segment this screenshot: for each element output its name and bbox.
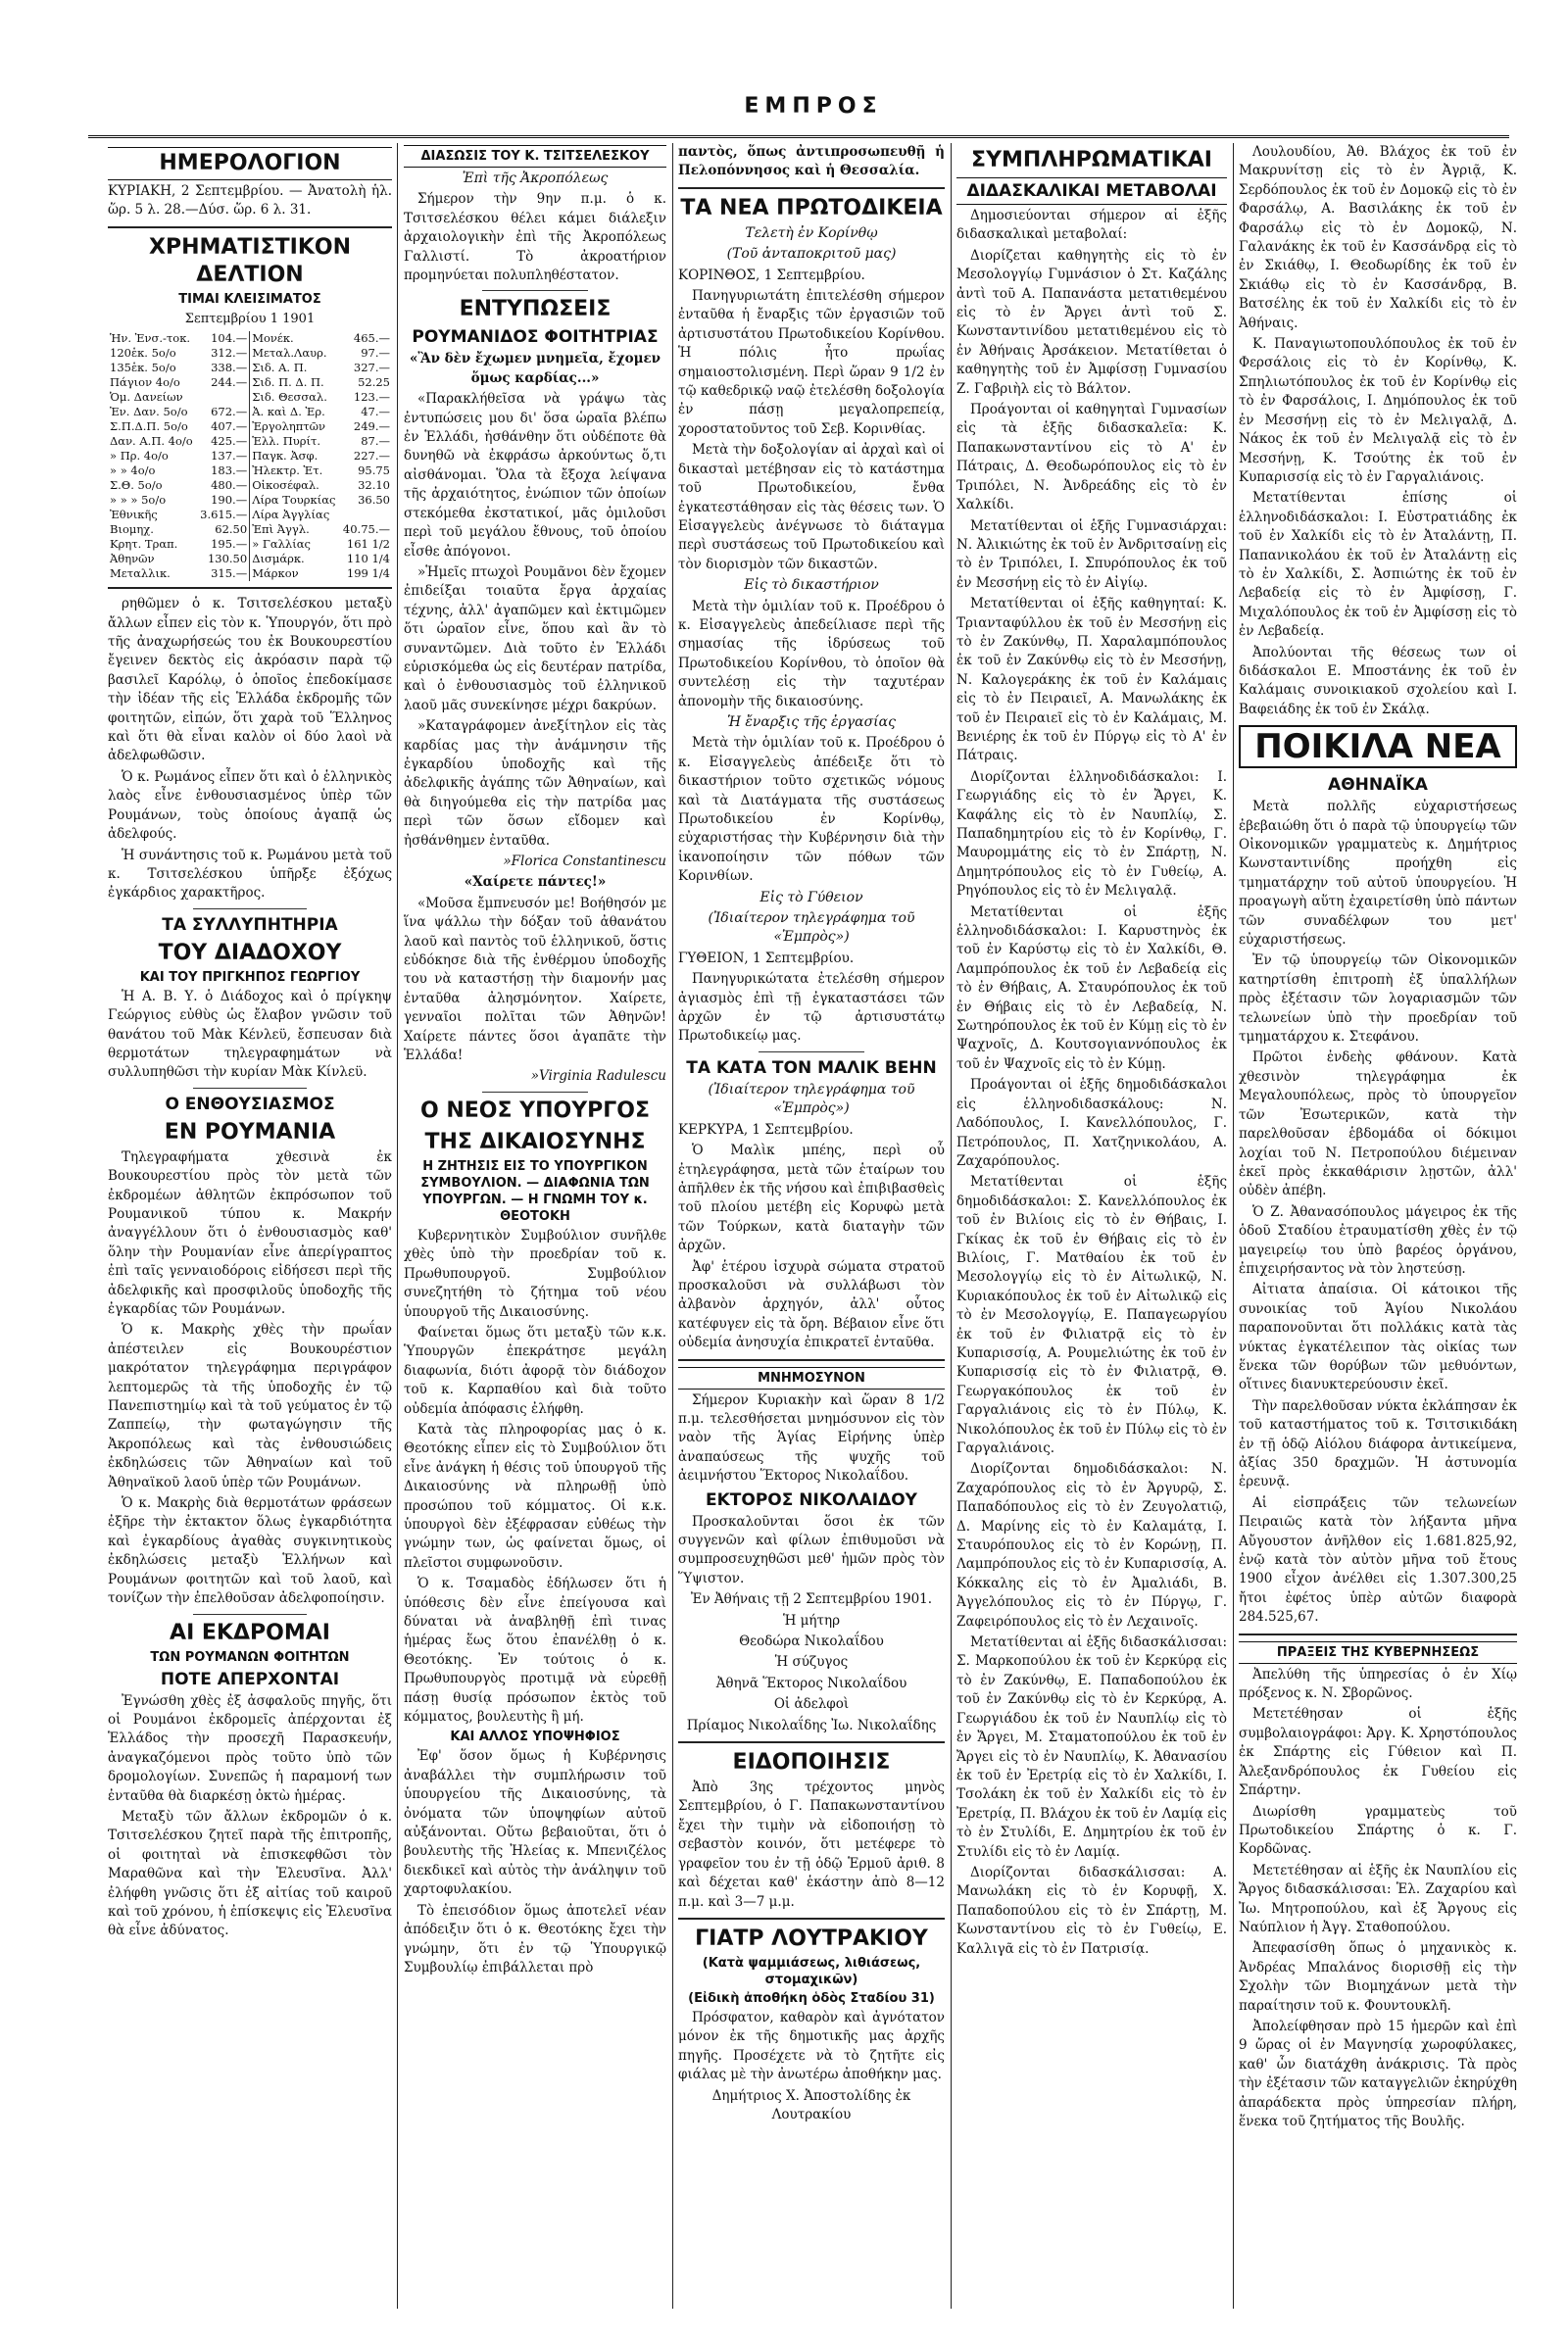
price-value: 161 1/2 [346,537,390,552]
price-value: 87.— [361,434,390,449]
subheadline: (Εἰδικὴ ἀποθήκη ὁδὸς Σταδίου 31) [688,1990,935,2006]
finance-subheading: ΤΙΜΑΙ ΚΛΕΙΣΙΜΑΤΟΣ [178,291,321,307]
headline: ΜΝΗΜΟΣΥΝΟΝ [678,1367,945,1390]
subheadline: ΑΘΗΝΑΪΚΑ [1328,775,1428,796]
headline: ΣΥΜΠΛΗΡΩΜΑΤΙΚΑΙ [971,148,1212,172]
price-label: Ἐν. Δαν. 5ο/ο [110,405,188,419]
headline: ΤΗΣ ΔΙΚΑΙΟΣΥΝΗΣ [424,1129,646,1154]
finance-date: Σεπτεμβρίου 1 1901 [184,311,316,326]
dateline: ΚΟΡΙΝΘΟΣ, 1 Σεπτεμβρίου. [678,267,865,283]
price-label: » » » 5ο/ο [110,493,167,508]
price-label: » » 4ο/ο [110,463,156,478]
divider [759,1051,865,1052]
price-row [108,552,392,566]
article-paragraph: Κυβερνητικὸν Συμβούλιον συνῆλθε χθὲς ὑπὸ τὴν προεδρίαν τοῦ κ. Πρωθυπουργοῦ. Συμβούλιον συνεζητήθη τὸ ζήτημα τοῦ νέου ὑπουργοῦ τῆς Δικαιοσύνης. [404,1227,666,1320]
article-paragraph: Διορίζεται καθηγητὴς εἰς τὸ ἐν Μεσολογγίῳ Γυμνάσιον ὁ Στ. Καζάλης ἀντὶ τοῦ Α. Παπανάστα μετατιθεμένου εἰς τὸ ἐν Ἄργει ἀντὶ τοῦ Σ. Κωνσταντινίδου μετατιθεμένου εἰς τὸ ἐν Ἀθήναις Ἀρσάκειον. Μετατίθεται ὁ καθηγητὴς τοῦ ἐν Ἀμφίσσῃ Γυμνασίου Ζ. Γαβριὴλ εἰς τὸ Βάλτον. [956,247,1227,397]
article-paragraph: Κ. Παναγιωτοπουλόπουλος ἐκ τοῦ ἐν Φερσάλοις εἰς τὸ ἐν Κορίνθῳ, Κ. Σπηλιωτόπουλος ἐκ τοῦ ἐν Κορίνθῳ εἰς τὸ ἐν Φαρσάλοις, Ι. Δημόπουλος ἐκ τοῦ ἐν Μεσσήνῃ εἰς τὸ ἐν Μελιγαλᾷ, Δ. Νάκος ἐκ τοῦ ἐν Μελιγαλᾷ εἰς τὸ ἐν Μεσσήνῃ, Κ. Τσούτης ἐκ τοῦ ἐν Κυπαρισσίᾳ εἰς τὸ ἐν Γαργαλιάνοις. [1239,336,1517,485]
price-value: 227.— [353,449,390,463]
price-label: » Γαλλίας [250,537,340,552]
article-paragraph: Δημοσιεύονται σήμερον αἱ ἑξῆς διδασκαλικαὶ μεταβολαί: [956,208,1227,243]
calendar-text: ΚΥΡΙΑΚΗ, 2 Σεπτεμβρίου. — Ἀνατολὴ ἡλ. ὥρ. 5 λ. 28.—Δύσ. ὥρ. 6 λ. 31. [108,183,392,219]
divider [678,1918,945,1920]
price-value: 3.615.— [200,508,248,522]
headline: ΓΙΑΤΡ ΛΟΥΤΡΑΚΙΟΥ [695,1926,928,1951]
signature: Δημήτριος Χ. Ἀποστολίδης ἐκ Λουτρακίου [711,2087,911,2122]
headline: ΕΝΤΥΠΩΣΕΙΣ [459,297,612,322]
article-paragraph: Ὁ Ζ. Ἀθανασόπουλος μάγειρος ἐκ τῆς ὁδοῦ Σταδίου ἐτραυματίσθη χθὲς ἐν τῷ μαγειρείῳ του ὑπὸ βαρέος ὀργάνου, ἐπιχειρήσαντος νὰ τὸν ληστεύσῃ. [1239,1203,1517,1277]
price-label: Ἐθνικῆς [110,508,158,522]
divider [482,1092,587,1093]
price-value: 40.75.— [342,522,390,537]
price-value: 407.— [211,419,248,434]
price-row [108,419,392,434]
subheadline: Εἰς τὸ Γύθειον [760,889,863,905]
price-row [108,434,392,449]
family-line: Οἱ ἀδελφοὶ [773,1696,850,1713]
newspaper-title: ΕΜΠΡΟΣ [744,94,883,119]
column-rule [1233,143,1234,2309]
article-paragraph: Μετὰ πολλῆς εὐχαριστήσεως ἐβεβαιώθη ὅτι ὁ παρὰ τῷ ὑπουργείῳ τῶν Οἰκονομικῶν γραμματεὺς κ. Δημήτριος Κωνσταντινίδης προήχθη εἰς τμηματάρχην τοῦ αὐτοῦ ὑπουργείου. Ἡ προαγωγὴ αὕτη ἐχαιρετίσθη ὑπὸ πάντων τῶν συναδέλφων του μετ' εὐχαριστήσεως. [1239,799,1517,949]
divider [108,226,392,228]
column-5 [1239,143,1517,2309]
article-paragraph: Πρῶτοι ἐνδεὴς φθάνουν. Κατὰ χθεσινὸν τηλεγράφημα ἐκ Μεγαλουπόλεως, πρὸς τὸ ὑπουργεῖον τῶν Ἐσωτερικῶν, κατὰ τὴν παρελθοῦσαν ἑβδομάδα οἱ δόκιμοι λοχίαι τοῦ Ν. Πετροπούλου διέμειναν ἐκεῖ πρὸς ἐκκαθάρισιν λῃστῶν, ἀλλ' οὐδὲν ἀπέβη. [1239,1049,1517,1199]
price-value: 195.— [211,537,248,552]
article-paragraph: Λουλουδίου, Ἀθ. Βλάχος ἐκ τοῦ ἐν Μακρυνίτσῃ εἰς τὸ ἐν Ἀγριᾷ, Κ. Σερδόπουλος ἐκ τοῦ ἐν Δομοκῷ εἰς τὸ ἐν Φαρσάλῳ, Α. Βασιλάκης ἐκ τοῦ ἐν Φαρσάλῳ εἰς τὸ ἐν Δομοκῷ, Ν. Γαλανάκης ἐκ τοῦ ἐν Κασσάνδρᾳ εἰς τὸ ἐν Σκιάθῳ, Ι. Θεοδωρίδης ἐκ τοῦ ἐν Σκιάθῳ εἰς τὸ ἐν Κασσάνδρᾳ, Β. Βατσέλης ἐκ τοῦ ἐν Χαλκίδι εἰς τὸ ἐν Ἀθήναις. [1239,144,1517,331]
article-paragraph: Τὸ ἐπεισόδιον ὅμως ἀποτελεῖ νέαν ἀπόδειξιν ὅτι ὁ κ. Θεοτόκης ἔχει τὴν γνώμην, ὅτι ἐν τῷ Ὑπουργικῷ Συμβουλίῳ ἐπιβάλλεται πρὸ [404,1902,666,1975]
article-paragraph: Μετατίθενται οἱ ἑξῆς καθηγηταί: Κ. Τριανταφύλλου ἐκ τοῦ ἐν Μεσσήνῃ εἰς τὸ ἐν Ζακύνθῳ, Π. Χαραλαμπόπουλος ἐκ τοῦ ἐν Ζακύνθῳ εἰς τὸ ἐν Μεσσήνῃ, Ν. Καλογεράκης ἐκ τοῦ ἐν Καλάμαις εἰς τὸ ἐν Πειραιεῖ, Α. Μανωλάκης ἐκ τοῦ ἐν Πειραιεῖ εἰς τὸ ἐν Καλάμαις, Μ. Βενιέρης ἐκ τοῦ ἐν Πύργῳ εἰς τὸ Α' ἐν Πάτραις. [956,596,1227,764]
price-label: Λίρα Τουρκίας [250,493,340,508]
price-row [108,331,392,346]
headline: ΠΟΤΕ ΑΠΕΡΧΟΝΤΑΙ [160,1669,340,1689]
article-paragraph: Μεταξὺ τῶν ἄλλων ἐκδρομῶν ὁ κ. Τσιτσελέσκου ζητεῖ παρὰ τῆς ἐπιτροπῆς, οἱ φοιτηταὶ νὰ ἐπισκεφθῶσι τὸν Μαραθῶνα καὶ τὴν Ἐλευσῖνα. Ἀλλ' ἐλήφθη γνῶσις ὅτι ἐξ αἰτίας τοῦ καιροῦ καὶ τοῦ χρόνου, ἡ ἐπίσκεψις εἰς Ἐλευσῖνα θὰ εἶνε ἀδύνατος. [108,1808,392,1939]
price-label: Ἑλλ. Πυρίτ. [250,434,340,449]
article-paragraph: Μετατίθενται αἱ ἑξῆς διδασκάλισσαι: Σ. Μαρκοπούλου ἐκ τοῦ ἐν Κερκύρᾳ εἰς τὸ ἐν Ζακύνθῳ, Ε. Παπαδοπούλου ἐκ τοῦ ἐν Ζακύνθῳ εἰς τὸ ἐν Κερκύρᾳ, Α. Γεωργιάδου ἐκ τοῦ ἐν Ναυπλίῳ εἰς τὸ ἐν Ἄργει, Μ. Σταματοπούλου ἐκ τοῦ ἐν Ἄργει εἰς τὸ ἐν Ναυπλίῳ, Κ. Ἀθανασίου ἐκ τοῦ ἐν Ἐρετρίᾳ εἰς τὸ ἐν Χαλκίδι, Ι. Τσολάκη ἐκ τοῦ ἐν Χαλκίδι εἰς τὸ ἐν Ἐρετρίᾳ, Π. Βλάχου ἐκ τοῦ ἐν Λαμίᾳ εἰς τὸ ἐν Στυλίδι, Ε. Δημητρίου ἐκ τοῦ ἐν Στυλίδι εἰς τὸ ἐν Λαμίᾳ. [956,1634,1227,1860]
headline: ΤΑ ΣΥΛΛΥΠΗΤΗΡΙΑ [162,914,338,935]
price-row [108,405,392,419]
article-paragraph: Πανηγυρικώτατα ἐτελέσθη σήμερον ἀγιασμὸς ἐπὶ τῇ ἐγκαταστάσει τῶν ἀρχῶν ἐν τῷ ἀρτισυστάτῳ Πρωτοδικείῳ μας. [678,971,945,1045]
article-paragraph: Ἐφ' ὅσον ὅμως ἡ Κυβέρνησις ἀναβάλλει τὴν συμπλήρωσιν τοῦ ὑπουργείου τῆς Δικαιοσύνης, τὰ ὀνόματα τῶν ὑποψηφίων αὐτοῦ αὐξάνονται. Οὕτω βεβαιοῦται, ὅτι ὁ βουλευτὴς τῆς Ἠλείας κ. Μπενιζέλος διεκδικεῖ καὶ αὐτὸς τὴν ἀνάληψιν τοῦ χαρτοφυλακίου. [404,1748,666,1898]
headline: ΤΩΝ ΡΟΥΜΑΝΩΝ ΦΟΙΤΗΤΩΝ [150,1649,350,1665]
price-row [108,537,392,552]
price-label: Βιομηχ. [110,522,154,537]
price-value [197,390,250,405]
article-paragraph: παντὸς, ὅπως ἀντιπροσωπευθῇ ἡ Πελοπόννησος καὶ ἡ Θεσσαλία. [678,144,945,179]
article-paragraph: «Παρακλήθεῖσα νὰ γράψω τὰς ἐντυπώσεις μου δι' ὅσα ὡραῖα βλέπω ἐν Ἑλλάδι, ἠσθάνθην ὅτι οὐδέποτε θὰ δυνηθῶ νὰ ἐκφράσω ἀρκούντως ὅ,τι αἰσθάνομαι. Ὅλα τὰ ἔξοχα λείψανα τῆς ἀρχαιότητος, ἐνώπιον τῶν ὁποίων στεκόμεθα ἐκστατικοί, μᾶς ὁμιλοῦσι περὶ τοῦ μεγάλου ἔθνους, τοῦ ὁποίου εἶσθε ἀπόγονοι. [404,391,666,560]
price-row [108,493,392,508]
price-label: Δισμάρκ. [250,552,340,566]
price-row [108,390,392,405]
headline: ΕΙΔΟΠΟΙΗΣΙΣ [732,1750,891,1776]
subheadline: (Ἰδιαίτερον τηλεγράφημα τοῦ «Ἐμπρὸς») [708,1081,915,1117]
price-label: 120ἑκ. 5ο/ο [110,346,176,361]
price-value: 36.50 [358,493,390,508]
article-paragraph: Ὁ κ. Τσαμαδὸς ἐδήλωσεν ὅτι ἡ ὑπόθεσις δὲν εἶνε ἐπείγουσα καὶ δύναται νὰ ἀναβληθῇ ἐπὶ τινας ἡμέρας ἕως ὅτου ἐπανέλθῃ ὁ κ. Θεοτόκης. Ἐν τούτοις ὁ κ. Πρωθυπουργὸς προτιμᾷ νὰ εὑρεθῇ πάσῃ θυσίᾳ πρόσωπον ἐκτὸς τοῦ κόμματος, βουλευτὴς ἢ μή. [404,1576,666,1726]
dateline: ΚΕΡΚΥΡΑ, 1 Σεπτεμβρίου. [678,1121,854,1138]
price-label: Ἡν. Ἐνσ.-τοκ. [110,331,191,346]
price-label: Κρητ. Τραπ. [110,537,178,552]
price-value: 52.25 [358,375,390,390]
price-label: Σιδ. Θεσσαλ. [250,390,340,405]
price-value: 95.75 [358,463,390,478]
subheadline: Η ΖΗΤΗΣΙΣ ΕΙΣ ΤΟ ΥΠΟΥΡΓΙΚΟΝ ΣΥΜΒΟΥΛΙΟΝ. — ΔΙΑΦΩΝΙΑ ΤΩΝ ΥΠΟΥΡΓΩΝ. — Η ΓΝΩΜΗ ΤΟΥ κ. ΘΕΟΤΟΚΗ [420,1158,650,1224]
article-paragraph: Ἀπελύθη τῆς ὑπηρεσίας ὁ ἐν Χίῳ πρόξενος κ. Ν. Σβορῶνος. [1239,1666,1517,1702]
article-paragraph: Διορίζονται διδασκάλισσαι: Α. Μανωλάκη εἰς τὸ ἐν Κορυφῇ, Χ. Παπαδοπούλου εἰς τὸ ἐν Σπάρτῃ, Μ. Κωνσταντίνου εἰς τὸ ἐν Γυθείῳ, Ε. Καλλιγᾶ εἰς τὸ ἐν Πατρισίᾳ. [956,1864,1227,1957]
headline: ΠΡΑΞΕΙΣ ΤΗΣ ΚΥΒΕΡΝΗΣΕΩΣ [1239,1641,1517,1664]
price-label: » Πρ. 4ο/ο [110,449,169,463]
article-paragraph: Τηλεγραφήματα χθεσινὰ ἐκ Βουκουρεστίου πρὸς τὸν μετὰ τῶν ἐκδρομέων ἀθλητῶν ἐκπρόσωπον τοῦ Ρουμανικοῦ τύπου κ. Μακρήν ἀναγγέλλουν ὅτι ὁ ἐνθουσιασμὸς καθ' ὅλην τὴν Ρουμανίαν εἶνε ἀπερίγραπτος ἐπὶ ταῖς γενναιοδόροις εἰδήσεσι περὶ τῆς ἀδελφικῆς καὶ προσφιλοῦς ὑποδοχῆς τῆς ἐγκαρδίας τῶν Ρουμάνων. [108,1148,392,1317]
price-row [108,449,392,463]
divider [678,1741,945,1743]
price-row [108,346,392,361]
column-3 [678,143,945,2309]
price-value: 338.— [211,361,248,375]
article-paragraph: Ὁ Μαλὶκ μπέης, περὶ οὗ ἐτηλεγράφησα, μετὰ τῶν ἑταίρων του ἀπῆλθεν ἐκ τῆς νήσου καὶ ἐπιβιβασθεὶς τοῦ πλοίου μετέβη εἰς Κορυφὼ μετὰ τῶν Τούρκων, κατὰ διαταγὴν τῶν ἀρχῶν. [678,1143,945,1254]
price-row [108,522,392,537]
column-rule [672,143,673,2309]
price-value: 183.— [211,463,248,478]
column-1 [108,143,392,2309]
divider [678,1359,945,1361]
price-value: 480.— [211,478,248,493]
price-value: 62.50 [215,522,248,537]
headline: ΕΚΤΟΡΟΣ ΝΙΚΟΛΑΙΔΟΥ [705,1489,917,1510]
article-paragraph: »Ἡμεῖς πτωχοὶ Ρουμᾶνοι δὲν ἔχομεν ἐπιδείξαι τοιαῦτα ἔργα ἀρχαίας τέχνης, ἀλλ' ἀγαπῶμεν καὶ ἐκτιμῶμεν ὅτι ὡραῖον εἶνε, ὅπου καὶ ἂν τὸ συναντῶμεν. Διὰ τοῦτο ἐν Ἑλλάδι εὑρισκόμεθα ὡς εἰς δευτέραν πατρίδα, καὶ ὁ ἐνθουσιασμὸς τοῦ ἑλληνικοῦ λαοῦ μᾶς συνεκίνησε μέχρι δακρύων. [404,563,666,713]
price-label: Ἐπὶ Ἀγγλ. [250,522,340,537]
family-line: Πρίαμος Νικολαΐδης Ἰω. Νικολαΐδης [686,1717,937,1733]
article-paragraph: Κατὰ τὰς πληροφορίας μας ὁ κ. Θεοτόκης εἶπεν εἰς τὸ Συμβούλιον ὅτι εἶνε ἀνάγκη ἡ θέσις τοῦ ὑπουργοῦ τῆς Δικαιοσύνης νὰ πληρωθῇ ὑπὸ προσώπου τοῦ κόμματος. Οἱ κ.κ. ὑπουργοὶ δὲν ἐξέφρασαν εὐθέως τὴν γνώμην των, ὡς φαίνεται ὅμως, οἱ πλεῖστοι συμφωνοῦσιν. [404,1421,666,1571]
price-row [108,361,392,375]
article-paragraph: Σήμερον Κυριακὴν καὶ ὥραν 8 1/2 π.μ. τελεσθήσεται μνημόσυνον εἰς τὸν ναὸν τῆς Ἁγίας Εἰρήνης ὑπὲρ ἀναπαύσεως τῆς ψυχῆς τοῦ ἀειμνήστου Ἕκτορος Νικολαΐδου. [678,1391,945,1485]
article-paragraph: Ἐγνώσθη χθὲς ἐξ ἀσφαλοῦς πηγῆς, ὅτι οἱ Ρουμάνοι ἐκδρομεῖς ἀπέρχονται ἐξ Ἑλλάδος τὴν προσεχῆ Παρασκευήν, ἀναγκαζόμενοι πρὸς τοῦτο ὑπὸ τῶν δρομολογίων. Συνεπῶς ἡ παραμονή των ἐνταῦθα θὰ διαρκέσῃ ὀκτὼ ἡμέρας. [108,1692,392,1804]
price-value: 425.— [211,434,248,449]
article-paragraph: Αἱ εἰσπράξεις τῶν τελωνείων Πειραιῶς κατὰ τὸν λήξαντα μῆνα Αὔγουστον ἀνῆλθον εἰς 1.681.825,92, ἐνῷ κατὰ τὸν αὐτὸν μῆνα τοῦ ἔτους 1900 εἶχον ἀνέλθει εἰς 1.307.300,25 ἤτοι ἐφέτος ὑπὲρ αὐτῶν διαφορὰ 284.525,67. [1239,1494,1517,1626]
masthead [88,94,1509,138]
price-label: Σ.Π.Δ.Π. 5ο/ο [110,419,188,434]
column-2 [404,143,666,2309]
signature: »Virginia Radulescu [530,1068,666,1085]
headline: ΔΙΔΑΣΚΑΛΙΚΑΙ ΜΕΤΑΒΟΛΑΙ [956,177,1227,205]
headline: ΤΟΥ ΔΙΑΔΟΧΟΥ [158,940,342,965]
family-line: Ἀθηνᾶ Ἕκτορος Νικολαΐδου [715,1675,907,1691]
salutation: «Χαίρετε πάντες!» [464,874,607,891]
article-paragraph: Διορίζονται ἑλληνοδιδάσκαλοι: Ι. Γεωργιάδης εἰς τὸ ἐν Ἄργει, Κ. Καφάλης εἰς τὸ ἐν Ναυπλίῳ, Σ. Παπαδημητρίου εἰς τὸ ἐν Κορίνθῳ, Γ. Μαυρομμάτης εἰς τὸ ἐν Σπάρτῃ, Ν. Δημητρόπουλος εἰς τὸ ἐν Γυθείῳ, Α. Ρηγόπουλος εἰς τὸ ἐν Μελιγαλᾷ. [956,768,1227,900]
price-value: 123.— [353,390,390,405]
price-row [108,463,392,478]
price-label: Ἀθηνῶν [110,552,155,566]
price-table [108,331,392,581]
price-label: Πάγιον 4ο/ο [110,375,180,390]
article-paragraph: Ἡ συνάντησις τοῦ κ. Ρωμάνου μετὰ τοῦ κ. Τσιτσελέσκου ὑπῆρξε ἐξόχως ἐγκάρδιος χαρακτῆρος. [108,847,392,902]
price-value: 315.— [211,566,248,581]
price-label: Δαν. Α.Π. 4ο/ο [110,434,193,449]
article-paragraph: Προάγονται οἱ καθηγηταὶ Γυμνασίων εἰς τὰ ἑξῆς διδασκαλεῖα: Κ. Παπακωνσταντίνου εἰς τὸ Α' ἐν Πάτραις, Δ. Θεοδωρόπουλος εἰς τὸ ἐν Τριπόλει, Ν. Ἀνδρεάδης εἰς τὸ ἐν Χαλκίδι. [956,402,1227,513]
subheadline: (Ἰδιαίτερον τηλεγράφημα τοῦ «Ἐμπρὸς») [708,910,915,946]
column-rule [397,143,398,2309]
price-label: Σ.Θ. 5ο/ο [110,478,163,493]
headline: ΕΝ ΡΟΥΜΑΝΙΑ [164,1119,336,1145]
column-rule [951,143,952,2309]
headline: ΚΑΙ ΤΟΥ ΠΡΙΓΚΗΠΟΣ ΓΕΩΡΓΙΟΥ [139,969,361,985]
headline: Ο ΝΕΟΣ ΥΠΟΥΡΓΟΣ [419,1097,651,1123]
price-row [108,478,392,493]
price-value: 465.— [353,331,390,346]
article-paragraph: Ἀπολείφθησαν πρὸ 15 ἡμερῶν καὶ ἐπὶ 9 ὥρας οἱ ἐν Μαγνησίᾳ χωροφύλακες, καθ' ὧν διατάχθη ἀνάκρισις. Τὰ πρὸς τὴν ἐξέτασιν τῶν καταγγελιῶν ἐκηρύχθη ἀπαράδεκτα πρὸς ὑπηρεσίαν πλήρη, ἕνεκα τοῦ ζητήματος τῆς Βουλῆς. [1239,2018,1517,2129]
price-label: Ἐργοληπτῶν [250,419,340,434]
divider [193,1614,307,1615]
price-label: Μονέκ. [250,331,340,346]
finance-heading: ΧΡΗΜΑΤΙΣΤΙΚΟΝ ΔΕΛΤΙΟΝ [149,234,351,287]
article-paragraph: Πανηγυριωτάτη ἐπιτελέσθη σήμερον ἐνταῦθα ἡ ἔναρξις τῶν ἐργασιῶν τοῦ ἀρτισυστάτου Πρωτοδικείου Κορίνθου. Ἡ πόλις ἦτο πρωΐας σημαιοστολισμένη. Περὶ ὥραν 9 1/2 ἐν τῷ καθεδρικῷ ναῷ ἐτελέσθη δοξολογία ἐν πάσῃ μεγαλοπρεπείᾳ, χοροστατοῦντος τοῦ Σεβ. Κορινθίας. [678,288,945,437]
article-paragraph: Διορίζονται δημοδιδάσκαλοι: Ν. Ζαχαρόπουλος εἰς τὸ ἐν Ἀργυρῷ, Σ. Παπαδόπουλος εἰς τὸ ἐν Ζευγολατιῷ, Δ. Μαρίνης εἰς τὸ ἐν Καλαμάτᾳ, Ι. Σταυρόπουλος εἰς τὸ ἐν Κορώνῃ, Π. Λαμπρόπουλος εἰς τὸ ἐν Κυπαρισσίᾳ, Α. Κόκκαλης εἰς τὸ ἐν Ἀμαλιάδι, Β. Ἀγγελόπουλος εἰς τὸ ἐν Πύργῳ, Γ. Ζαφειρόπουλος εἰς τὸ ἐν Λεχαινοῖς. [956,1461,1227,1630]
price-label: Μάρκον [250,566,340,581]
article-paragraph: Σήμερον τὴν 9ην π.μ. ὁ κ. Τσιτσελέσκου θέλει κάμει διάλεξιν ἀρχαιολογικὴν ἐπὶ τῆς Ἀκροπόλεως Γαλλιστί. Τὸ ἀκροατήριον προμηνύεται πολυπληθέστατον. [404,191,666,284]
price-value [340,508,392,522]
article-paragraph: Φαίνεται ὅμως ὅτι μεταξὺ τῶν κ.κ. Ὑπουργῶν ἐπεκράτησε μεγάλη διαφωνία, διότι ἀφορᾷ τὸν διάδοχον τοῦ κ. Καρπαθίου καὶ διὰ τοῦτο οὐδεμία ἀπόφασις ἐλήφθη. [404,1324,666,1417]
price-value: 110 1/4 [346,552,390,566]
divider [1239,1634,1517,1635]
price-label: Παγκ. Ἀσφ. [250,449,340,463]
article-paragraph: Ἀφ' ἑτέρου ἰσχυρὰ σώματα στρατοῦ προσκαλοῦσι νὰ συλλάβωσι τὸν ἀλβανὸν ἀρχηγόν, ἀλλ' οὗτος κατέφυγεν εἰς τὰ ὄρη. Βέβαιον εἶνε ὅτι οὐδεμία ἀνησυχία ἐπικρατεῖ ἐνταῦθα. [678,1258,945,1351]
price-value: 130.50 [207,552,248,566]
article-paragraph: ρηθῶμεν ὁ κ. Τσιτσελέσκου μεταξὺ ἄλλων εἶπεν εἰς τὸν κ. Ὑπουργόν, ὅτι πρὸ τῆς ἀναχωρήσεώς του ἐκ Βουκουρεστίου ἔγεινεν δεκτὸς εἰς ἀκρόασιν παρὰ τῷ βασιλεῖ Καρόλῳ, ὁ ὁποῖος ἐπεδοκίμασε τὴν ἰδέαν τῆς εἰς Ἑλλάδα ἐκδρομῆς τῶν φοιτητῶν, εἰπών, ὅτι χαρὰ τοῦ Ἕλληνος καὶ ὅτι θὰ εἶναι καλὸν οἱ δύο λαοὶ νὰ ἀδελφωθῶσιν. [108,596,392,764]
article-paragraph: Μετατίθενται οἱ ἑξῆς ἑλληνοδιδάσκαλοι: Ι. Καρυστηνὸς ἐκ τοῦ ἐν Καρύστῳ εἰς τὸ ἐν Χαλκίδι, Θ. Λαμπρόπουλος ἐκ τοῦ ἐν Λεβαδείᾳ εἰς τὸ ἐν Θήβαις, Α. Σταυρόπουλος ἐκ τοῦ ἐν Θήβαις εἰς τὸ ἐν Λεβαδείᾳ, Ν. Σωτηρόπουλος ἐκ τοῦ ἐν Κύμῃ εἰς τὸ ἐν Ψαχνοῖς, Δ. Κουτσογιαννόπουλος ἐκ τοῦ ἐν Ψαχνοῖς εἰς τὸ ἐν Κύμῃ. [956,903,1227,1072]
section-title: ΠΟΙΚΙΛΑ ΝΕΑ [1239,725,1517,768]
article-paragraph: Τὴν παρελθοῦσαν νύκτα ἐκλάπησαν ἐκ τοῦ καταστήματος τοῦ κ. Τσιτσικιδάκη ἐν τῇ ὁδῷ Αἰόλου διάφορα ἀντικείμενα, ἀξίας 350 δραχμῶν. Ἡ ἀστυνομία ἐρευνᾷ. [1239,1397,1517,1490]
headline: ΤΑ ΚΑΤΑ ΤΟΝ ΜΑΛΙΚ ΒΕΗΝ [686,1057,937,1078]
price-value: 244.— [211,375,248,390]
family-line: Θεοδώρα Νικολαΐδου [739,1634,884,1650]
divider [482,290,587,291]
family-line: Ἡ μήτηρ [782,1612,841,1629]
article-paragraph: Ὁ κ. Μακρὴς χθὲς τὴν πρωΐαν ἀπέστειλεν εἰς Βουκουρέστιον μακρότατον τηλεγράφημα περιγράφον λεπτομερῶς τὰ τῆς ὑποδοχῆς ἐν τῷ Πανεπιστημίῳ καὶ τὰ τοῦ γεύματος ἐν τῷ Ζαππείῳ, τὴν φωταγώγησιν τῆς Ἀκροπόλεως καὶ τὰς ἐνθουσιώδεις ἐκδηλώσεις τῶν Ἀθηναίων καὶ τοῦ Ἀθηναϊκοῦ λαοῦ ὑπὲρ τῶν Ρουμάνων. [108,1322,392,1490]
divider [193,908,307,909]
price-value: 199 1/4 [346,566,390,581]
headline: ΡΟΥΜΑΝΙΔΟΣ ΦΟΙΤΗΤΡΙΑΣ [412,327,659,348]
article-paragraph: Μετατίθενται οἱ ἑξῆς Γυμνασιάρχαι: Ν. Ἀλικιώτης ἐκ τοῦ ἐν Ἀνδριτσαίνῃ εἰς τὸ ἐν Τριπόλει, Ι. Σπυρόπουλος ἐκ τοῦ ἐν Μεσσήνῃ εἰς τὸ ἐν Αἰγίῳ. [956,517,1227,591]
price-row [108,566,392,581]
calendar-heading: ΗΜΕΡΟΛΟΓΙΟΝ [108,147,392,180]
price-label: Μεταλλικ. [110,566,171,581]
price-label: Σιδ. Π. Δ. Π. [250,375,340,390]
price-label: Λίρα Ἀγγλίας [250,508,340,522]
signature: »Florica Constantinescu [503,853,666,869]
subheadline: (Τοῦ ἀνταποκριτοῦ μας) [726,246,897,263]
price-value: 47.— [361,405,390,419]
subheadline: (Κατὰ ψαμμιάσεως, λιθιάσεως, στομαχικῶν) [702,1955,921,1987]
article-paragraph: Ἐν τῷ ὑπουργείῳ τῶν Οἰκονομικῶν κατηρτίσθη ἐπιτροπὴ ἐξ ὑπαλλήλων πρὸς ἐξέτασιν τῶν λογαριασμῶν τῶν τελωνείων ὑπὸ τὴν προεδρίαν τοῦ τμηματάρχου κ. Στεφάνου. [1239,952,1517,1046]
price-value: 672.— [211,405,248,419]
pull-quote: «Ἂν δὲν ἔχωμεν μνημεῖα, ἔχομεν ὅμως καρδίας...» [409,351,662,386]
headline: Ο ΕΝΘΟΥΣΙΑΣΜΟΣ [165,1094,335,1114]
article-paragraph: Μετὰ τὴν δοξολογίαν αἱ ἀρχαὶ καὶ οἱ δικασταὶ μετέβησαν εἰς τὸ κατάστημα τοῦ Πρωτοδικείου, ἔνθα ἐγκατεστάθησαν εἰς τὰς θέσεις των. Ὁ Εἰσαγγελεὺς ἀνέγνωσε τὸ διάταγμα περὶ συστάσεως τοῦ Πρωτοδικείου καὶ τὸν διορισμὸν τῶν δικαστῶν. [678,442,945,572]
price-label: Μεταλ.Λαυρ. [250,346,340,361]
article-paragraph: Ἀπὸ 3ης τρέχοντος μηνὸς Σεπτεμβρίου, ὁ Γ. Παπακωνσταντίνου ἔχει τὴν τιμὴν νὰ εἰδοποιήσῃ τὸ σεβαστὸν κοινόν, ὅτι μετέφερε τὸ γραφεῖον του ἐν τῇ ὁδῷ Ἑρμοῦ ἀριθ. 8 καὶ δέχεται καθ' ἑκάστην ἀπὸ 8—12 π.μ. καὶ 3—7 μ.μ. [678,1780,945,1910]
article-paragraph: Προάγονται οἱ ἑξῆς δημοδιδάσκαλοι εἰς ἑλληνοδιδασκάλους: Ν. Λαδόπουλος, Ι. Κανελλόπουλος, Γ. Πετρόπουλος, Π. Χατζηνικολάου, Α. Ζαχαρόπουλος. [956,1077,1227,1169]
article-paragraph: Μετετέθησαν αἱ ἑξῆς ἐκ Ναυπλίου εἰς Ἄργος διδασκάλισσαι: Ἑλ. Ζαχαρίου καὶ Ἰω. Μητροπούλου, καὶ ἐξ Ἄργους εἰς Ναύπλιον ἡ Ἀγγ. Σταθοπούλου. [1239,1862,1517,1935]
article-paragraph: Προσκαλοῦνται ὅσοι ἐκ τῶν συγγενῶν καὶ φίλων ἐπιθυμοῦσι νὰ συμπροσευχηθῶσι μεθ' ἡμῶν πρὸς τὸν Ὕψιστον. [678,1513,945,1586]
dateline: ΓΥΘΕΙΟΝ, 1 Σεπτεμβρίου. [678,950,855,966]
headline: ΔΙΑΣΩΣΙΣ ΤΟΥ Κ. ΤΣΙΤΣΕΛΕΣΚΟΥ [404,145,666,168]
price-value: 312.— [211,346,248,361]
price-label: Ἠλεκτρ. Ἑτ. [250,463,340,478]
price-row [108,375,392,390]
subheadline: Εἰς τὸ δικαστήριον [744,577,879,594]
article-paragraph: Αἰτιατα ἀπαίσια. Οἱ κάτοικοι τῆς συνοικίας τοῦ Ἁγίου Νικολάου παραπονοῦνται ὅτι πολλάκις κατὰ τὰς νύκτας ἐγκατέλειπον τὰς οἰκίας των ἕνεκα τῶν θορύβων τῶν μεθυόντων, οἵτινες διανυκτερεύουσιν ἐκεῖ. [1239,1282,1517,1393]
article-paragraph: Μετατίθενται ἐπίσης οἱ ἑλληνοδιδάσκαλοι: Ι. Εὐστρατιάδης ἐκ τοῦ ἐν Χαλκίδι εἰς τὸ ἐν Ἀταλάντῃ, Π. Παπανικολάου ἐκ τοῦ ἐν Ἀταλάντῃ εἰς τὸ ἐν Χαλκίδι, Σ. Ἀσπιώτης ἐκ τοῦ ἐν Λεβαδείᾳ εἰς τὸ ἐν Ἀμφίσσῃ, Γ. Μιχαλόπουλος ἐκ τοῦ ἐν Ἀμφίσσῃ εἰς τὸ ἐν Λεβαδείᾳ. [1239,490,1517,640]
price-row [108,508,392,522]
divider [678,187,945,189]
dateline: Ἐν Ἀθήναις τῇ 2 Σεπτεμβρίου 1901. [690,1591,933,1608]
price-value: 32.10 [358,478,390,493]
article-paragraph: Πρόσφατον, καθαρὸν καὶ ἀγνότατον μόνον ἐκ τῆς δημοτικῆς μας ἀρχῆς πηγῆς. Προσέχετε νὰ τὸ ζητῆτε εἰς φιάλας μὲ τὴν ἀνωτέρω ἀποθήκην μας. [678,2009,945,2083]
article-paragraph: «Μοῦσα ἔμπνευσόν με! Βοήθησόν με ἵνα ψάλλω τὴν δόξαν τοῦ ἀθανάτου λαοῦ καὶ παντὸς τοῦ ἑλληνικοῦ, ὅστις εὐδόκησε διὰ τῆς ἐνθέρμου ὑποδοχῆς του νὰ καταστήσῃ τὴν διαμονήν μας ἐνταῦθα ἀλησμόνητον. Χαίρετε, γενναῖοι πολῖται τῶν Ἀθηνῶν! Χαίρετε πάντες ὅσοι ἀγαπᾶτε τὴν Ἑλλάδα! [404,895,666,1064]
price-value: 249.— [353,419,390,434]
article-paragraph: Ὁ κ. Ρωμάνος εἶπεν ὅτι καὶ ὁ ἑλληνικὸς λαὸς εἶνε ἐνθουσιασμένος ὑπὲρ τῶν Ρουμάνων, τοὺς ὁποίους ἀγαπᾷ ὡς ἀδελφούς. [108,768,392,843]
article-paragraph: Διωρίσθη γραμματεὺς τοῦ Πρωτοδικείου Σπάρτης ὁ κ. Γ. Κορδῶνας. [1239,1803,1517,1858]
price-value: 137.— [211,449,248,463]
subheadline: Ἐπὶ τῆς Ἀκροπόλεως [462,171,609,186]
headline: ΑΙ ΕΚΔΡΟΜΑΙ [170,1620,330,1645]
price-value: 327.— [353,361,390,375]
column-4 [956,143,1227,2309]
subheadline: Ἡ ἔναρξις τῆς ἐργασίας [727,713,896,730]
article-paragraph: »Καταγράφομεν ἀνεξίτηλον εἰς τὰς καρδίας μας τὴν ἀνάμνησιν τῆς ἐγκαρδίου ὑποδοχῆς καὶ τῆς ἀδελφικῆς ἀγάπης τῶν Ἀθηναίων, καὶ θὰ διηγούμεθα εἰς τὴν πατρίδα μας περὶ τῶν ὅσων εἴδομεν καὶ ἠσθάνθημεν ἐνταῦθα. [404,718,666,849]
price-value: 97.— [361,346,390,361]
article-paragraph: Ἀπολύονται τῆς θέσεως των οἱ διδάσκαλοι Ε. Μποστάνης ἐκ τοῦ ἐν Καλάμαις συνοικιακοῦ σχολείου καὶ Ι. Βαφειάδης ἐκ τοῦ ἐν Σκάλᾳ. [1239,644,1517,717]
price-label: 135ἑκ. 5ο/ο [110,361,176,375]
price-label: Ἀ. καὶ Δ. Ἐρ. [250,405,340,419]
article-paragraph: Μετὰ τὴν ὁμιλίαν τοῦ κ. Προέδρου ὁ κ. Εἰσαγγελεὺς ἀπεδείλιασε περὶ τῆς σημασίας τῆς ἱδρύσεως τοῦ Πρωτοδικείου Κορίνθου, τὸ ὁποῖον θὰ συντελέσῃ εἰς τὴν ταχυτέραν ἀπονομὴν τῆς δικαιοσύνης. [678,598,945,709]
article-paragraph: Μετὰ τὴν ὁμιλίαν τοῦ κ. Προέδρου ὁ κ. Εἰσαγγελεὺς ἀπέδειξε ὅτι τὸ δικαστήριον τοῦτο σχετικῶς νόμους καὶ τὰ Διατάγματα τῆς συστάσεως Πρωτοδικείου ἐν Κορίνθῳ, εὐχαριστήσας τὴν Κυβέρνησιν διὰ τὴν ἱκανοποίησιν τῶν πόθων τῶν Κορινθίων. [678,735,945,885]
subheadline: Τελετὴ ἐν Κορίνθῳ [745,224,878,241]
family-line: Ἡ σύζυγος [774,1654,849,1671]
article-paragraph: Ἀπεφασίσθη ὅπως ὁ μηχανικὸς κ. Ἀνδρέας Μπαλάνος διορισθῇ εἰς τὴν Σχολὴν τῶν Βιομηχάνων μετὰ τὴν παραίτησιν τοῦ κ. Φουντουκλῆ. [1239,1940,1517,2014]
article-paragraph: Ὁ κ. Μακρὴς διὰ θερμοτάτων φράσεων ἐξῆρε τὴν ἐκτακτον ὅλως ἐγκαρδιότητα καὶ ἐγκαρδίους ἀγαθὰς συγκινητικοὺς ἐκδηλώσεις μεταξὺ Ἑλλήνων καὶ Ρουμάνων φοιτητῶν καὶ τοῦ λαοῦ, καὶ τονίζων τὴν ἐπελθοῦσαν ἀδελφοποίησιν. [108,1495,392,1607]
divider [193,1088,307,1089]
article-paragraph: Μετετέθησαν οἱ ἑξῆς συμβολαιογράφοι: Ἀργ. Κ. Χρηστόπουλος ἐκ Σπάρτης εἰς Γύθειον καὶ Π. Ἀλεξανδρόπουλος ἐκ Γυθείου εἰς Σπάρτην. [1239,1706,1517,1799]
subheadline: ΚΑΙ ΑΛΛΟΣ ΥΠΟΨΗΦΙΟΣ [450,1730,620,1745]
price-value: 190.— [211,493,248,508]
price-value: 104.— [211,331,248,346]
price-label: Σιδ. Α. Π. [250,361,340,375]
article-paragraph: Ἡ Α. Β. Υ. ὁ Διάδοχος καὶ ὁ πρίγκηψ Γεώργιος εὐθὺς ὡς ἔλαβον γνῶσιν τοῦ θανάτου τοῦ Μὰκ Κένλεϋ, ἔσπευσαν διὰ θερμοτάτων τηλεγραφημάτων νὰ συλλυπηθῶσι τὴν κυρίαν Μὰκ Κίνλεϋ. [108,988,392,1081]
headline: ΤΑ ΝΕΑ ΠΡΩΤΟΔΙΚΕΙΑ [680,195,943,220]
article-paragraph: Μετατίθενται οἱ ἑξῆς δημοδιδάσκαλοι: Σ. Κανελλόπουλος ἐκ τοῦ ἐν Βιλίοις εἰς τὸ ἐν Θήβαις, Ι. Γκίκας ἐκ τοῦ ἐν Θήβαις εἰς τὸ ἐν Βιλίοις, Γ. Ματθαίου ἐκ τοῦ ἐν Μεσολογγίῳ εἰς τὸ ἐν Αἰτωλικῷ, Ν. Κυριακόπουλος ἐκ τοῦ ἐν Αἰτωλικῷ εἰς τὸ ἐν Μεσολογγίῳ, Ε. Παπαγεωργίου ἐκ τοῦ ἐν Φιλιατρᾷ εἰς τὸ ἐν Κυπαρισσίᾳ, Α. Ρουμελιώτης ἐκ τοῦ ἐν Κυπαρισσίᾳ εἰς τὸ ἐν Φιλιατρᾷ, Θ. Γεωργακόπουλος ἐκ τοῦ ἐν Γαργαλιάνοις εἰς τὸ ἐν Πύλῳ, Κ. Νικολόπουλος ἐκ τοῦ ἐν Πύλῳ εἰς τὸ ἐν Γαργαλιάνοις. [956,1174,1227,1456]
price-label: Ὁμ. Δανείων [110,390,183,405]
price-label: Οἰκοσέφαλ. [250,478,340,493]
divider [108,587,392,589]
